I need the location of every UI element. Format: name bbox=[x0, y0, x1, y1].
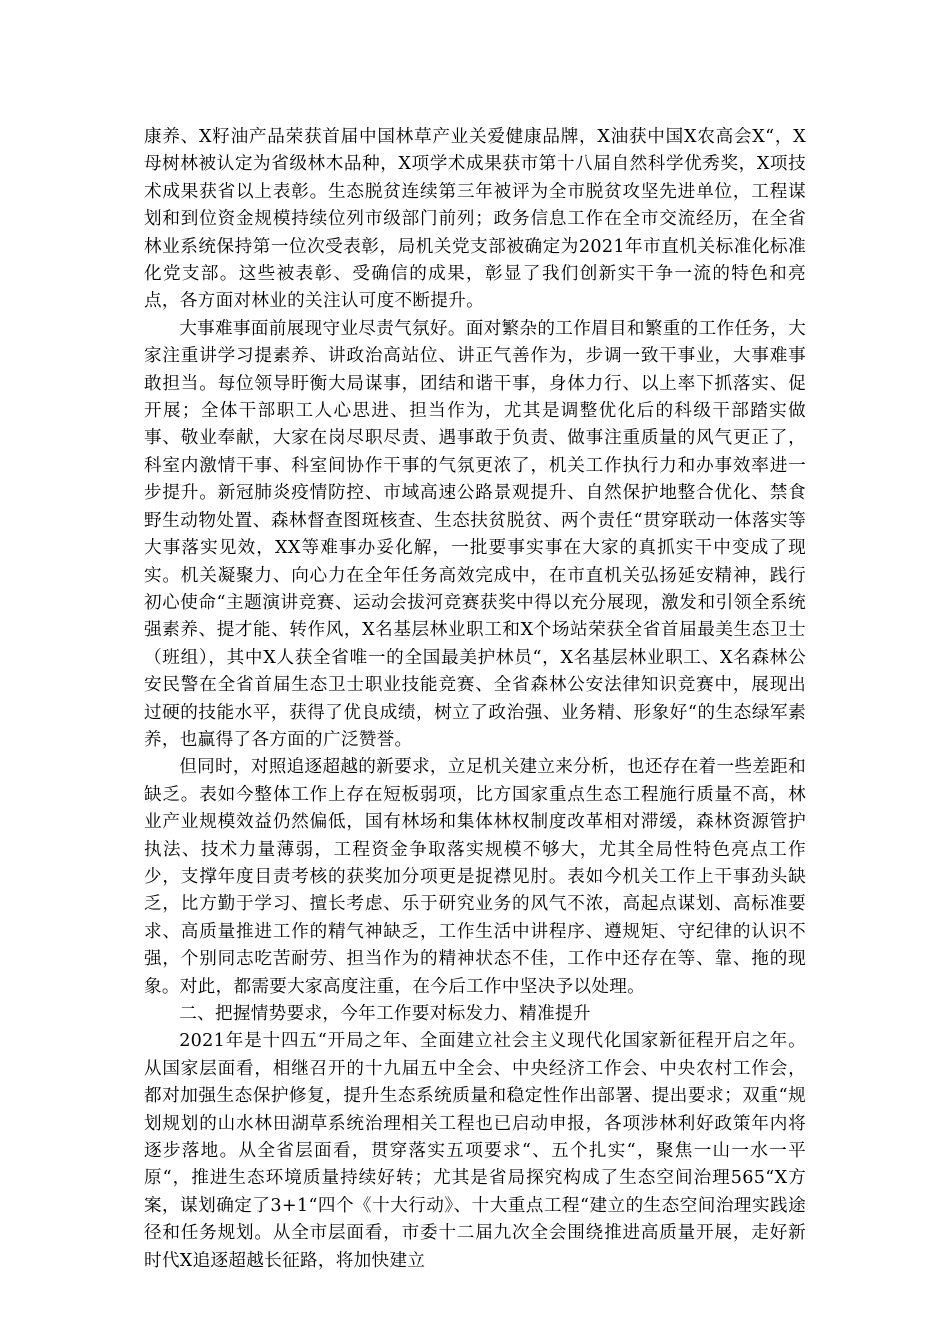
paragraph-gaps-and-shortcomings: 但同时，对照追逐超越的新要求，立足机关建立来分析，也还存在着一些差距和缺乏。表如今整体工作上存在短板弱项，比方国家重点生态工程施行质量不高，林业产业规模效益仍然偏低，国有林场和集体林权制度改革相对滞缓，森林资源管护执法、技术力量薄弱，工程资金争取落实规模不够大，尤其全局性特色亮点工作少，支撑年度目责考核的获奖加分项更是捉襟见肘。表如今机关工作上干事劲头缺乏，比方勤于学习、擅长考虑、乐于研究业务的风气不浓，高起点谋划、高标准要求、高质量推进工作的精气神缺乏，工作生活中讲程序、遵规矩、守纪律的认识不强，个别同志吃苦耐劳、担当作为的精神状态不佳，工作中还存在等、靠、拖的现象。对此，都需要大家高度注重，在今后工作中坚决予以处理。 bbox=[144, 757, 806, 997]
paragraph-responsibility-atmosphere: 大事难事面前展现守业尽责气氛好。面对繁杂的工作眉目和繁重的工作任务，大家注重讲学习提素养、讲政治高站位、讲正气善作为，步调一致干事业，大事难事敢担当。每位领导盱衡大局谋事，团结和谐干事，身体力行、以上率下抓落实、促开展；全体干部职工人心思进、担当作为，尤其是调整优化后的科级干部踏实做事、敬业奉献，大家在岗尽职尽责、遇事敢于负责、做事注重质量的风气更正了，科室内激情干事、科室间协作干事的气氛更浓了，机关工作执行力和办事效率进一步提升。新冠肺炎疫情防控、市域高速公路景观提升、自然保护地整合优化、禁食野生动物处置、森林督查图斑核查、生态扶贫脱贫、两个责任“贯穿联动一体落实等大事落实见效，XX等难事办妥化解，一批要事实事在大家的真抓实干中变成了现实。机关凝聚力、向心力在全年任务高效完成中，在市直机关弘扬延安精神，践行初心使命“主题演讲竞赛、运动会拔河竞赛获奖中得以充分展现，激发和引领全系统强素养、提才能、转作风，X名基层林业职工和X个场站荣获全省首届最美生态卫士（班组），其中X人获全省唯一的全国最美护林员“，X名基层林业职工、X名森林公安民警在全省首届生态卫士职业技能竞赛、全省森林公安法律知识竞赛中，展现出过硬的技能水平，获得了优良成绩，树立了政治强、业务精、形象好“的生态绿军素养，也赢得了各方面的广泛赞誉。 bbox=[144, 318, 806, 750]
paragraph-situation-2021: 2021年是十四五“开局之年、全面建立社会主义现代化国家新征程开启之年。从国家层面看，相继召开的十九届五中全会、中央经济工作会、中央农村工作会，都对加强生态保护修复，提升生态系统质量和稳定性作出部署、提出要求；双重“规划规划的山水林田湖草系统治理相关工程也已启动申报，各项涉林利好政策年内将逐步落地。从全省层面看，贯穿落实五项要求“、五个扎实“，聚焦一山一水一平原“，推进生态环境质量持续好转；尤其是省局探究构成了生态空间治理565“X方案，谋划确定了3+1“四个《十大行动》、十大重点工程“建立的生态空间治理实践途径和任务规划。从全市层面看，市委十二届九次全会围绕推进高质量开展，走好新时代X追逐超越长征路，将加快建立 bbox=[144, 1031, 806, 1271]
paragraph-achievements-continued: 康养、X籽油产品荣获首届中国林草产业关爱健康品牌，X油获中国X农高会X“，X母树林被认定为省级林木品种，X项学术成果获市第十八届自然科学优秀奖，X项技术成果获省以上表彰。生态脱贫连续第三年被评为全市脱贫攻坚先进单位，工程谋划和到位资金规模持续位列市级部门前列；政务信息工作在全市交流经历，在全省林业系统保持第一位次受表彰，局机关党支部被确定为2021年市直机关标准化标准化党支部。这些被表彰、受确信的成果，彰显了我们创新实干争一流的特色和亮点，各方面对林业的关注认可度不断提升。 bbox=[144, 127, 806, 312]
section-heading-two: 二、把握情势要求，今年工作要对标发力、精准提升 bbox=[179, 1004, 591, 1024]
document-page bbox=[144, 124, 806, 1275]
